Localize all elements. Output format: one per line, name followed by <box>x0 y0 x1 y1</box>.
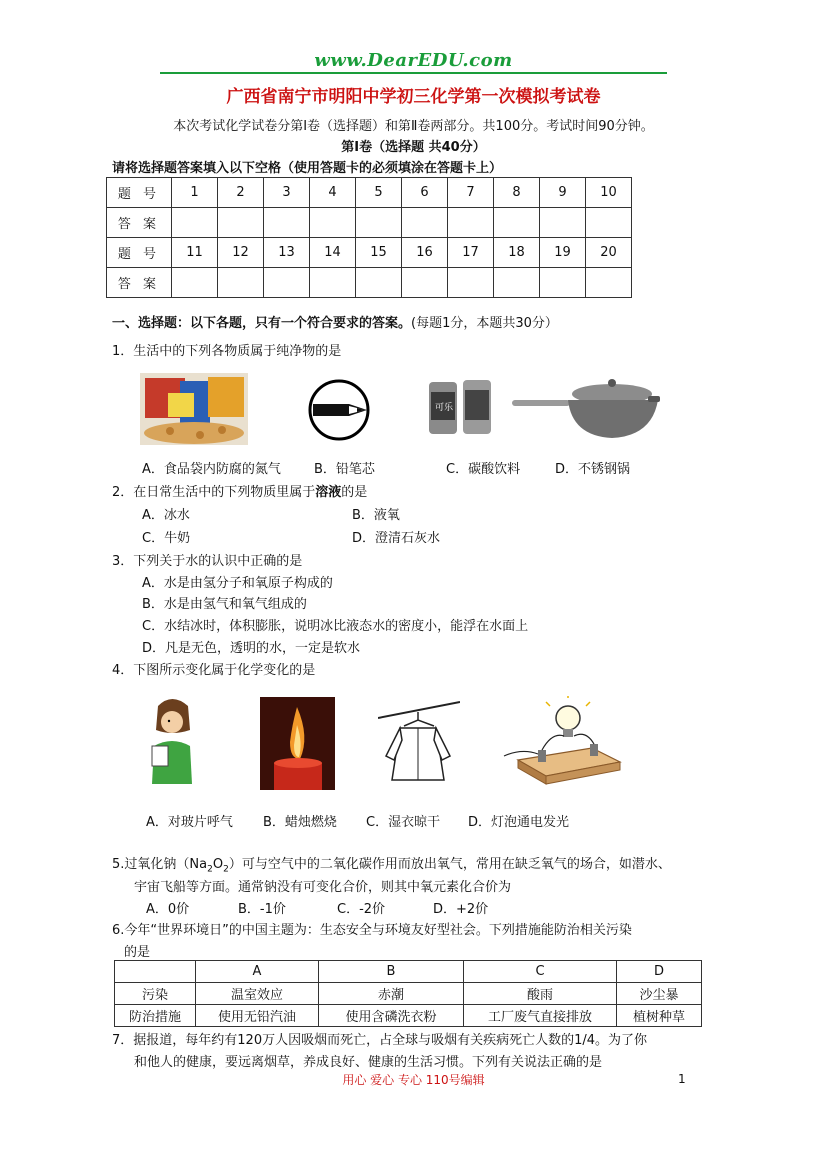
row-label: 答 案 <box>107 208 172 238</box>
section-heading <box>112 312 558 331</box>
table-cell: 沙尘暴 <box>617 983 702 1005</box>
answer-cell[interactable] <box>448 268 494 298</box>
table-cell: 使用含磷洗衣粉 <box>319 1005 464 1027</box>
table-cell: 防治措施 <box>115 1005 196 1027</box>
question-1-stem: 1．生活中的下列各物质属于纯净物的是 <box>112 344 342 359</box>
table-cell: C <box>464 961 617 983</box>
answer-cell[interactable] <box>586 268 632 298</box>
answer-cell[interactable] <box>586 208 632 238</box>
answer-cell[interactable] <box>494 208 540 238</box>
header-divider <box>160 72 667 74</box>
site-url: www.DearEDU.com <box>314 50 513 71</box>
answer-cell[interactable] <box>172 208 218 238</box>
drying-clothes-image <box>378 696 460 786</box>
question-number: 2 <box>218 178 264 208</box>
answer-cell[interactable] <box>218 268 264 298</box>
table-cell: 使用无铅汽油 <box>196 1005 319 1027</box>
q5-option-b: B．-1价 <box>238 902 286 917</box>
stem-text: 5.过氧化钠（Na <box>112 857 208 872</box>
question-6-stem: 6.今年“世界环境日”的中国主题为：生态安全与环境友好型社会。下列措施能防治相关污染 <box>112 923 632 938</box>
svg-text:可乐: 可乐 <box>435 403 454 413</box>
question-2-stem <box>112 481 367 500</box>
question-number: 18 <box>494 238 540 268</box>
snack-bag-image <box>140 373 248 445</box>
answer-cell[interactable] <box>448 208 494 238</box>
q2-option-d: D．澄清石灰水 <box>352 531 441 546</box>
answer-cell[interactable] <box>310 268 356 298</box>
burning-candle-image <box>260 697 335 790</box>
footer-text: 用心 爱心 专心 110号编辑 <box>342 1073 485 1087</box>
q1-option-d: D．不锈钢锅 <box>555 462 631 477</box>
section-note: (每题1分，本题共30分） <box>411 316 558 331</box>
answer-cell[interactable] <box>494 268 540 298</box>
answer-cell[interactable] <box>310 208 356 238</box>
q5-option-a: A．0价 <box>146 902 190 917</box>
table-cell: 酸雨 <box>464 983 617 1005</box>
steel-pot-image <box>512 378 660 444</box>
stem-text: 的是 <box>341 485 368 500</box>
q4-option-a: A．对玻片呼气 <box>146 815 233 830</box>
table-row <box>115 961 702 983</box>
table-cell: 工厂废气直接排放 <box>464 1005 617 1027</box>
question-7-line2: 和他人的健康，要远离烟草，养成良好、健康的生活习惯。下列有关说法正确的是 <box>134 1055 603 1070</box>
table-row <box>107 268 632 298</box>
question-number: 16 <box>402 238 448 268</box>
answer-cell[interactable] <box>402 268 448 298</box>
question-number: 5 <box>356 178 402 208</box>
stem-text: ）可与空气中的二氧化碳作用而放出氧气，常用在缺乏氧气的场合，如潜水、 <box>228 857 671 872</box>
answer-cell[interactable] <box>264 268 310 298</box>
question-number: 20 <box>586 238 632 268</box>
subscript: 2 <box>223 864 229 875</box>
q1-option-c: C．碳酸饮料 <box>446 462 521 477</box>
question-number: 17 <box>448 238 494 268</box>
stem-text: O <box>212 857 224 872</box>
stem-text: 2．在日常生活中的下列物质里属于 <box>112 485 316 500</box>
stem-emphasis: 溶液 <box>315 485 342 500</box>
table-cell: A <box>196 961 319 983</box>
question-number: 4 <box>310 178 356 208</box>
environment-table <box>114 960 702 1027</box>
table-cell: 温室效应 <box>196 983 319 1005</box>
answer-cell[interactable] <box>356 268 402 298</box>
table-cell: 植树种草 <box>617 1005 702 1027</box>
q1-option-a: A．食品袋内防腐的氮气 <box>142 462 281 477</box>
row-label: 题 号 <box>107 178 172 208</box>
q3-option-a: A．水是由氢分子和氧原子构成的 <box>142 576 333 591</box>
question-number: 12 <box>218 238 264 268</box>
light-bulb-circuit-image <box>502 696 622 786</box>
table-cell: 赤潮 <box>319 983 464 1005</box>
question-number: 15 <box>356 238 402 268</box>
question-number: 6 <box>402 178 448 208</box>
question-5-stem <box>112 853 671 875</box>
instruction: 请将选择题答案填入以下空格（使用答题卡的必须填涂在答题卡上） <box>112 161 503 176</box>
q4-option-b: B．蜡烛燃烧 <box>263 815 337 830</box>
question-number: 7 <box>448 178 494 208</box>
table-row <box>107 178 632 208</box>
soda-cans-image <box>425 376 497 438</box>
table-row <box>107 238 632 268</box>
answer-cell[interactable] <box>402 208 448 238</box>
q4-option-c: C．湿衣晾干 <box>366 815 441 830</box>
q2-option-a: A．冰水 <box>142 508 190 523</box>
question-3-stem: 3．下列关于水的认识中正确的是 <box>112 554 303 569</box>
q3-option-b: B．水是由氢气和氧气组成的 <box>142 597 307 612</box>
question-number: 3 <box>264 178 310 208</box>
page-title: 广西省南宁市明阳中学初三化学第一次模拟考试卷 <box>226 87 601 107</box>
q3-option-d: D．凡是无色，透明的水，一定是软水 <box>142 641 361 656</box>
answer-cell[interactable] <box>218 208 264 238</box>
answer-cell[interactable] <box>356 208 402 238</box>
question-number: 19 <box>540 238 586 268</box>
q4-option-d: D．灯泡通电发光 <box>468 815 570 830</box>
table-cell: B <box>319 961 464 983</box>
q2-option-c: C．牛奶 <box>142 531 191 546</box>
table-row <box>115 983 702 1005</box>
question-number: 1 <box>172 178 218 208</box>
table-row <box>107 208 632 238</box>
answer-cell[interactable] <box>264 208 310 238</box>
question-number: 13 <box>264 238 310 268</box>
answer-table <box>106 177 632 298</box>
table-row <box>115 1005 702 1027</box>
section-title: 一、选择题：以下各题，只有一个符合要求的答案。 <box>112 316 412 331</box>
row-label: 答 案 <box>107 268 172 298</box>
q5-option-c: C．-2价 <box>337 902 386 917</box>
question-6-line2: 的是 <box>124 945 151 960</box>
answer-cell[interactable] <box>540 208 586 238</box>
question-number: 8 <box>494 178 540 208</box>
question-4-stem: 4．下图所示变化属于化学变化的是 <box>112 663 316 678</box>
page-number: 1 <box>678 1072 686 1086</box>
pencil-lead-image <box>307 378 371 442</box>
question-number: 14 <box>310 238 356 268</box>
part1-heading: 第Ⅰ卷（选择题 共40分） <box>341 140 486 155</box>
q1-option-b: B．铅笔芯 <box>314 462 375 477</box>
table-cell <box>115 961 196 983</box>
q5-option-d: D．+2价 <box>433 902 489 917</box>
question-number: 11 <box>172 238 218 268</box>
row-label: 题 号 <box>107 238 172 268</box>
answer-cell[interactable] <box>172 268 218 298</box>
q3-option-c: C．水结冰时，体积膨胀，说明冰比液态水的密度小，能浮在水面上 <box>142 619 529 634</box>
table-cell: 污染 <box>115 983 196 1005</box>
exam-intro: 本次考试化学试卷分第Ⅰ卷（选择题）和第Ⅱ卷两部分。共100分。考试时间90分钟。 <box>173 119 654 134</box>
girl-breathing-image <box>148 696 196 786</box>
answer-cell[interactable] <box>540 268 586 298</box>
question-number: 10 <box>586 178 632 208</box>
table-cell: D <box>617 961 702 983</box>
question-5-line2: 宇宙飞船等方面。通常钠没有可变化合价，则其中氧元素化合价为 <box>134 880 512 895</box>
question-7-stem: 7．据报道，每年约有120万人因吸烟而死亡，占全球与吸烟有关疾病死亡人数的1/4。为了你 <box>112 1033 648 1048</box>
subscript: 2 <box>207 864 213 875</box>
question-number: 9 <box>540 178 586 208</box>
q2-option-b: B．液氧 <box>352 508 400 523</box>
